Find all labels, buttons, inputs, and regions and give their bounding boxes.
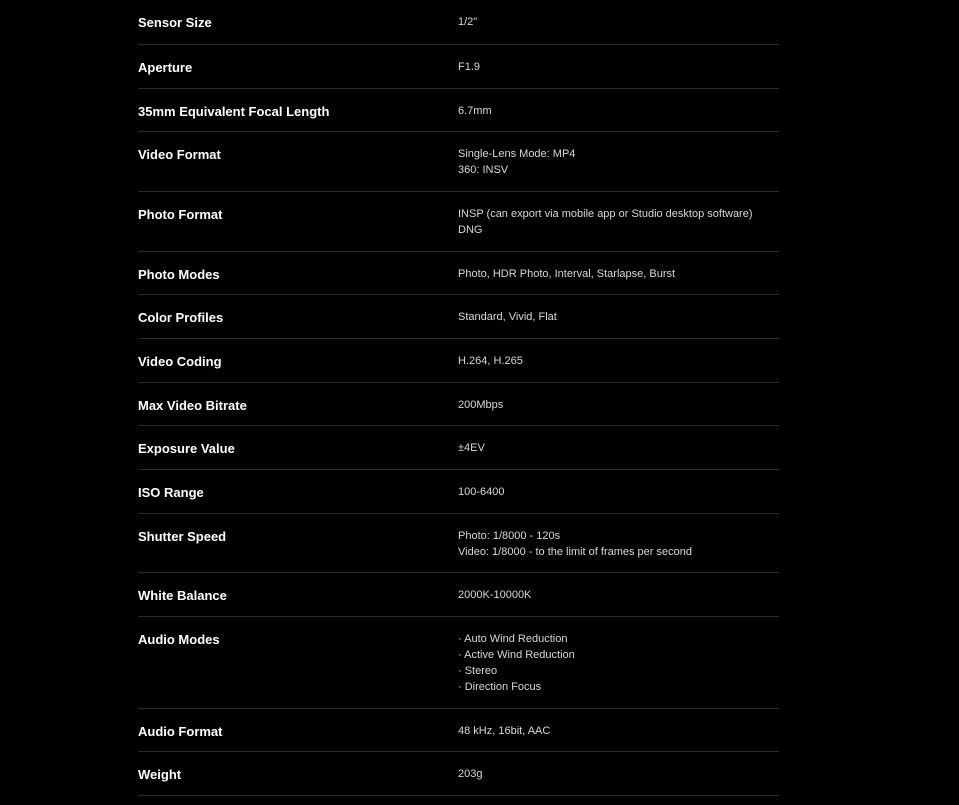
spec-label: Video Format (138, 147, 221, 162)
spec-value (458, 14, 779, 30)
spec-value (458, 766, 779, 782)
spec-value-line: · Direction Focus (458, 681, 542, 693)
spec-row-video-format (138, 132, 779, 192)
spec-value (458, 631, 779, 695)
spec-label: White Balance (138, 588, 227, 603)
spec-label: Aperture (138, 60, 193, 75)
spec-row-iso-range (138, 470, 779, 514)
spec-value-line: F1.9 (458, 61, 481, 73)
spec-value-line: · Auto Wind Reduction (458, 633, 568, 645)
spec-label: Video Coding (138, 354, 222, 369)
spec-row-focal-length (138, 89, 779, 132)
spec-value-line: Single-Lens Mode: MP4 (458, 148, 576, 160)
spec-table (138, 0, 779, 796)
spec-label: Color Profiles (138, 310, 224, 325)
spec-value-line: Standard, Vivid, Flat (458, 311, 557, 323)
spec-label: Exposure Value (138, 441, 235, 456)
spec-value-line: ±4EV (458, 442, 485, 454)
spec-row-exposure-value (138, 426, 779, 470)
spec-value (458, 59, 779, 75)
spec-label: ISO Range (138, 485, 204, 500)
spec-value-line: DNG (458, 224, 483, 236)
spec-value-line: 100-6400 (458, 486, 505, 498)
spec-value-line: 1/2" (458, 16, 478, 28)
spec-value-line: 203g (458, 768, 483, 780)
spec-value (458, 440, 779, 456)
spec-label: 35mm Equivalent Focal Length (138, 104, 330, 119)
spec-label: Weight (138, 767, 182, 782)
spec-row-shutter-speed (138, 514, 779, 573)
spec-value-line: · Stereo (458, 665, 498, 677)
spec-value (458, 309, 779, 325)
spec-value (458, 723, 779, 739)
spec-label: Max Video Bitrate (138, 398, 247, 413)
spec-value (458, 353, 779, 369)
spec-value-line: 48 kHz, 16bit, AAC (458, 725, 551, 737)
spec-value-line: 2000K-10000K (458, 589, 532, 601)
spec-value-line: 200Mbps (458, 399, 504, 411)
spec-row-photo-format (138, 192, 779, 252)
spec-value-line: Video: 1/8000 - to the limit of frames per second (458, 546, 692, 558)
spec-value-line: Photo, HDR Photo, Interval, Starlapse, Burst (458, 268, 676, 280)
spec-row-audio-modes (138, 617, 779, 709)
spec-row-color-profiles (138, 295, 779, 339)
spec-value (458, 528, 779, 560)
spec-row-weight (138, 752, 779, 796)
spec-value-line: 6.7mm (458, 105, 492, 117)
spec-value-line: · Active Wind Reduction (458, 649, 575, 661)
spec-label: Shutter Speed (138, 529, 227, 544)
spec-value-line: 360: INSV (458, 164, 509, 176)
spec-row-max-video-bitrate (138, 383, 779, 426)
spec-row-white-balance (138, 573, 779, 617)
spec-label: Sensor Size (138, 15, 212, 30)
spec-label: Audio Modes (138, 632, 220, 647)
spec-value (458, 484, 779, 500)
spec-label: Audio Format (138, 724, 223, 739)
spec-value (458, 103, 779, 119)
spec-value (458, 146, 779, 178)
spec-row-sensor-size (138, 0, 779, 45)
spec-label: Photo Format (138, 207, 223, 222)
spec-row-video-coding (138, 339, 779, 383)
spec-value-line: Photo: 1/8000 - 120s (458, 530, 561, 542)
spec-value-line: H.264, H.265 (458, 355, 523, 367)
spec-row-aperture (138, 45, 779, 89)
spec-label: Photo Modes (138, 267, 220, 282)
spec-value (458, 206, 779, 238)
spec-value (458, 397, 779, 413)
spec-value (458, 587, 779, 603)
spec-row-photo-modes (138, 252, 779, 295)
spec-value-line: INSP (can export via mobile app or Studio desktop software) (458, 208, 753, 220)
spec-value (458, 266, 779, 282)
spec-row-audio-format (138, 709, 779, 752)
